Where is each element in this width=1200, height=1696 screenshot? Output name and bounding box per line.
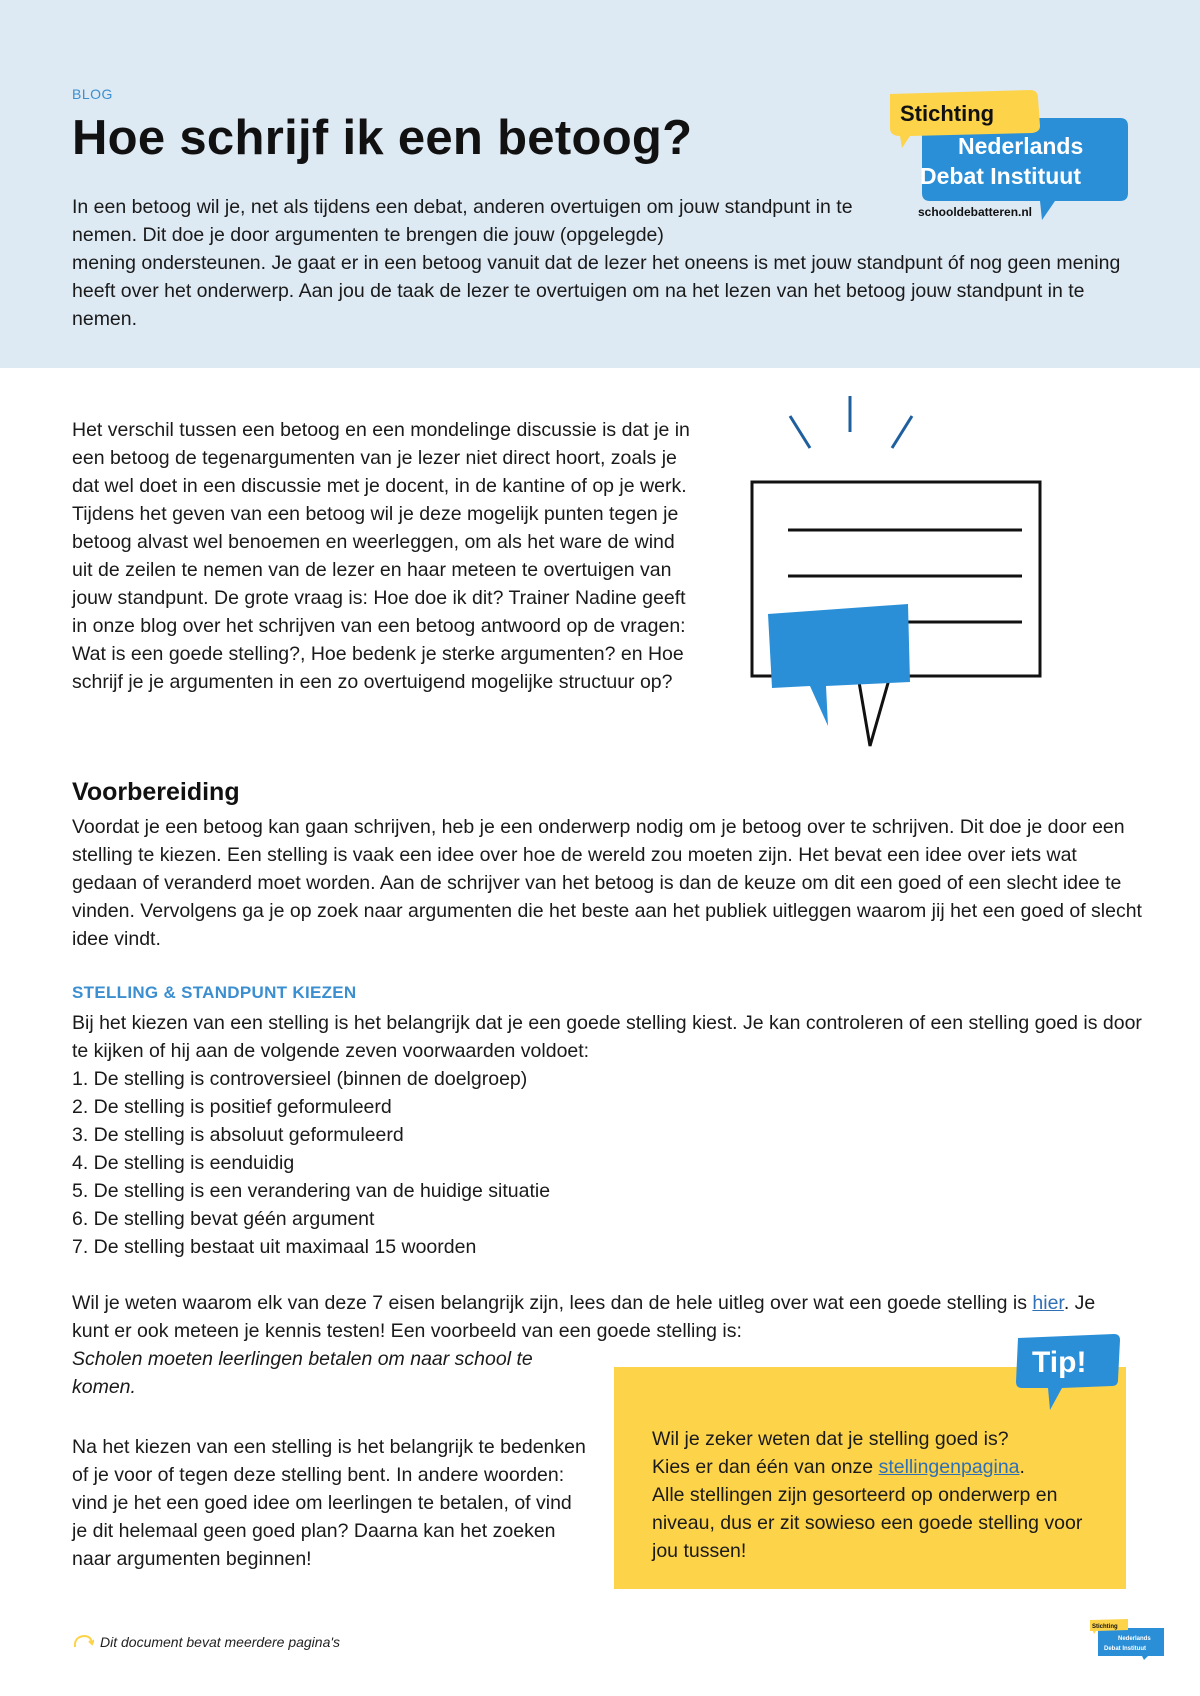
tip-line1: Wil je zeker weten dat je stelling goed is? (652, 1428, 1009, 1450)
footer-logo (1088, 1618, 1168, 1660)
subheading-stelling: STELLING & STANDPUNT KIEZEN (72, 983, 357, 1002)
logo-word2: Nederlands (958, 133, 1084, 159)
list-item: 2. De stelling is positief geformuleerd (72, 1096, 392, 1118)
footer-note-text: Dit document bevat meerdere pagina's (100, 1634, 341, 1650)
tip-badge-label: Tip! (1032, 1346, 1087, 1379)
logo (880, 88, 1140, 228)
uitleg-text-a: Wil je weten waarom elk van deze 7 eisen belangrijk zijn, lees dan de hele uitleg over wat een goede stelling is (72, 1292, 1027, 1314)
footer-logo-word1: Stichting (1092, 1624, 1118, 1630)
list-item: 5. De stelling is een verandering van de huidige situatie (72, 1180, 551, 1202)
footer-logo-word2: Nederlands (1118, 1636, 1151, 1642)
ray-icon (892, 416, 912, 448)
intro-text-line2: mening ondersteunen. Je gaat er in een betoog vanuit dat de lezer het oneens is met jouw standpunt óf nog geen mening heeft over het onderwerp. Aan jou de taak de lezer te overtuigen om na het lezen van het betoog jouw standpunt in te nemen. (72, 252, 1121, 330)
page-title: Hoe schrijf ik een betoog? (72, 111, 693, 165)
example-statement: Scholen moeten leerlingen betalen om naar school te komen. (72, 1348, 533, 1398)
speech-bubble-illustration (740, 396, 1060, 756)
intro-body-paragraph: Het verschil tussen een betoog en een mondelinge discussie is dat je in een betoog de tegenargumenten van je lezer niet direct hoort, zoals je dat wel doet in een discussie met je docent, in de kantine of op je werk. Tijdens het geven van een betoog wil je deze mogelijk punten tegen je betoog alvast wel benoemen en weerleggen, om als het ware de wind uit de zeilen te nemen van de lezer en haar meteen te overtuigen van jouw standpunt. De grote vraag is: Hoe doe ik dit? Trainer Nadine geeft in onze blog over het schrijven van een betoog antwoord op de vragen: Wat is een goede stelling?, Hoe bedenk je sterke argumenten? en Hoe schrijf je je argumenten in een zo overtuigend mogelijke structuur op? (72, 419, 690, 693)
logo-url: schooldebatteren.nl (918, 205, 1033, 219)
logo-word3: Debat Instituut (920, 163, 1081, 189)
tip-line2-text: Kies er dan één van onze (652, 1456, 874, 1478)
intro-text-line1: In een betoog wil je, net als tijdens een debat, anderen overtuigen om jouw standpunt in te nemen. Dit doe je door argumenten te brengen die jouw (opgelegde) (72, 196, 853, 246)
tip-text (652, 1425, 1092, 1565)
tip-line2 (652, 1453, 1092, 1481)
stellingenpagina-link[interactable]: stellingenpagina (878, 1456, 1020, 1478)
list-item: 1. De stelling is controversieel (binnen de doelgroep) (72, 1068, 528, 1090)
criteria-list (72, 1065, 550, 1261)
curved-arrow-icon (72, 1633, 94, 1651)
small-speech-bubble-icon (768, 604, 910, 726)
hier-link[interactable]: hier (1032, 1292, 1064, 1314)
ray-icon (790, 416, 810, 448)
tip-badge (1010, 1330, 1120, 1410)
uitleg-text-b: . Je kunt er ook meteen je kennis testen! Een voorbeeld van een goede stelling is: (72, 1292, 1096, 1342)
footer-logo-word3: Debat Instituut (1104, 1646, 1146, 1652)
list-item: 6. De stelling bevat géén argument (72, 1208, 375, 1230)
tip-line2-end: . (1019, 1456, 1025, 1478)
section-heading-voorbereiding: Voorbereiding (72, 778, 240, 806)
stelling-intro-paragraph: Bij het kiezen van een stelling is het belangrijk dat je een goede stelling kiest. Je kan controleren of een stelling goed is door te kijken of hij aan de volgende zeven voorwaarden voldoet: (72, 1012, 1142, 1062)
tip-line3: Alle stellingen zijn gesorteerd op onderwerp en niveau, dus er zit sowieso een goede stelling voor jou tussen! (652, 1484, 1083, 1562)
list-item: 3. De stelling is absoluut geformuleerd (72, 1124, 404, 1146)
list-item: 7. De stelling bestaat uit maximaal 15 woorden (72, 1236, 477, 1258)
category-label: BLOG (72, 86, 113, 102)
voorbereiding-paragraph: Voordat je een betoog kan gaan schrijven, heb je een onderwerp nodig om je betoog over te schrijven. Dit doe je door een stelling te kiezen. Een stelling is vaak een idee over hoe de wereld zou moeten zijn. Het bevat een idee over iets wat gedaan of veranderd moet worden. Aan de schrijver van het betoog is dan de keuze om dit een goed of een slecht idee te vinden. Vervolgens ga je op zoek naar argumenten die het beste aan het publiek uitleggen waarom jij het een goed of slecht idee vindt. (72, 816, 1142, 950)
list-item: 4. De stelling is eenduidig (72, 1152, 295, 1174)
footer-note (72, 1633, 340, 1651)
logo-word1: Stichting (900, 101, 995, 126)
standpunt-paragraph: Na het kiezen van een stelling is het belangrijk te bedenken of je voor of tegen deze stelling bent. In andere woorden: vind je het een goed idee om leerlingen te betalen, of vind je dit helemaal geen goed plan? Daarna kan het zoeken naar argumenten beginnen! (72, 1436, 586, 1570)
